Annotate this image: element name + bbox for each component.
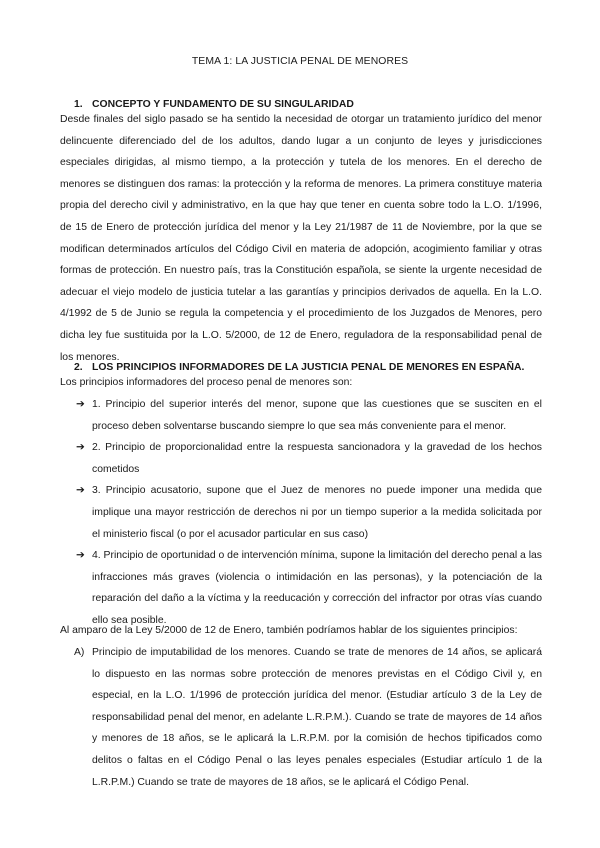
list-item-marker: A): [74, 647, 85, 658]
list-item-text: 3. Principio acusatorio, supone que el Juez de menores no puede imponer una medida que implique una mayor restricción de derechos ni por un tiempo superior a la medida solicitada por el ministerio fiscal (o por el acusador particular en sus caso): [92, 485, 542, 540]
section-2-number: 2.: [74, 362, 83, 373]
list-item: [0, 545, 542, 631]
section-1-paragraph: Desde finales del siglo pasado se ha sentido la necesidad de otorgar un tratamiento jurídico del menor delincuente diferenciado del de los adultos, dando lugar a un conjunto de leyes y jurisdicciones especiales dirigidas, al mismo tiempo, a la protección y tutela de los menores. En el derecho de menores se distinguen dos ramas: la protección y la reforma de menores. La primera constituye materia propia del derecho civil y administrativo, en la que hay que tener en cuenta sobre todo la L.O. 1/1996, de 15 de Enero de protección jurídica del menor y la Ley 21/1987 de 11 de Noviembre, por la que se modifican determinados artículos del Código Civil en materia de adopción, acogimiento familiar y otras formas de protección. En nuestro país, tras la Constitución española, se siente la urgente necesidad de adecuar el viejo modelo de justicia tutelar a las garantías y principios derivados de aquella. En la L.O. 4/1992 de 5 de Junio se regula la competencia y el procedimiento de los Juzgados de Menores, pero dicha ley fue sustituida por la L.O. 5/2000, de 12 de Enero, reguladora de la responsabilidad penal de los menores.: [60, 114, 542, 363]
principles-list: [0, 394, 600, 632]
section-1-heading-text: CONCEPTO Y FUNDAMENTO DE SU SINGULARIDAD: [92, 99, 354, 110]
page-title: TEMA 1: LA JUSTICIA PENAL DE MENORES: [191, 56, 409, 67]
list-item: [0, 642, 542, 793]
arrow-bullet-icon: ➔: [76, 550, 85, 562]
list-item: [0, 480, 542, 545]
arrow-bullet-icon: ➔: [76, 485, 85, 497]
section-3-intro: Al amparo de la Ley 5/2000 de 12 de Enero, también podríamos hablar de los siguientes principios:: [60, 625, 518, 636]
section-2-heading-text: LOS PRINCIPIOS INFORMADORES DE LA JUSTICIA PENAL DE MENORES EN ESPAÑA.: [92, 362, 525, 373]
list-item-text: 1. Principio del superior interés del menor, supone que las cuestiones que se susciten en el proceso deben solventarse buscando siempre lo que sea más conveniente para el menor.: [92, 399, 542, 432]
list-item-text: 2. Principio de proporcionalidad entre la respuesta sancionadora y la gravedad de los hechos cometidos: [92, 442, 542, 475]
section-1-number: 1.: [74, 99, 83, 110]
list-item: [0, 437, 542, 480]
lrpm-principles-list: [0, 642, 600, 793]
section-2-intro: Los principios informadores del proceso penal de menores son:: [60, 377, 353, 388]
arrow-bullet-icon: ➔: [76, 399, 85, 410]
arrow-bullet-icon: ➔: [76, 442, 85, 454]
list-item-text: 4. Principio de oportunidad o de intervención mínima, supone la limitación del derecho penal a las infracciones más graves (violencia o intimidación en las personas), y la potenciación de la reparación del daño a la víctima y la reeducación y corrección del infractor por otras vías cuando ello sea posible.: [92, 550, 542, 626]
list-item-text: Principio de imputabilidad de los menores. Cuando se trate de menores de 14 años, se aplicará lo dispuesto en las normas sobre protección de menores previstas en el Código Civil y, en especial, en la L.O. 1/1996 de protección jurídica del menor. (Estudiar artículo 3 de la Ley de responsabilidad penal del menor, en adelante L.R.P.M.). Cuando se trate de mayores de 14 años y menores de 18 años, se le aplicará la L.R.P.M. por la comisión de hechos tipificados como delitos o faltas en el Código Penal o las leyes penales especiales (Estudiar artículo 1 de la L.R.P.M.) Cuando se trate de mayores de 18 años, se le aplicará el Código Penal.: [92, 647, 542, 788]
list-item: [0, 394, 542, 437]
